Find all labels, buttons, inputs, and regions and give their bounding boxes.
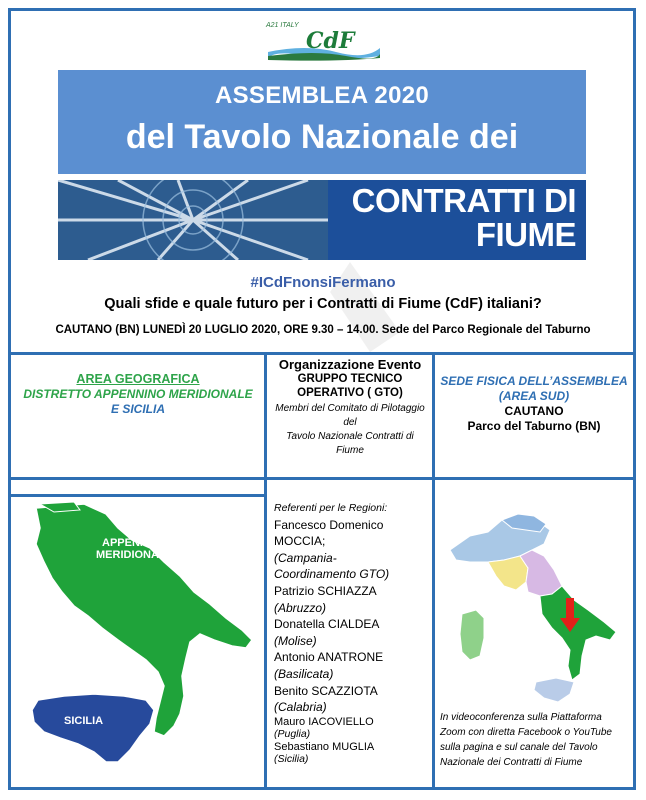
org-desc-line-1: Membri del Comitato di Pilotaggio xyxy=(275,403,425,414)
ref-2-region: (Abruzzo) xyxy=(274,600,327,615)
org-group-line-1: GRUPPO TECNICO xyxy=(297,373,403,385)
event-dateline: CAUTANO (BN) LUNEDÌ 20 LUGLIO 2020, ORE 9.30 – 14.00. Sede del Parco Regionale del Taburno xyxy=(55,324,591,336)
ref-5-region: (Calabria) xyxy=(274,700,327,715)
contratti-banner xyxy=(58,180,586,260)
ref-6-region: (Puglia) xyxy=(274,727,311,740)
ref-4-name: Antonio ANATRONE xyxy=(274,650,384,665)
ref-3-name: Donatella CIALDEA xyxy=(274,617,380,632)
divider-horizontal-left xyxy=(8,494,266,497)
logo-small-text: A21 ITALY xyxy=(266,22,299,29)
video-line-3: sulla pagina e sul canale del Tavolo xyxy=(440,742,598,753)
divider-vertical-right xyxy=(432,352,435,790)
structure-photo xyxy=(58,180,328,260)
video-line-4: Nazionale dei Contratti di Fiume xyxy=(440,757,583,768)
ref-3-region: (Molise) xyxy=(274,633,317,648)
ref-7-region: (Sicilia) xyxy=(274,752,309,765)
org-desc-line-2: del xyxy=(343,417,357,428)
divider-horizontal-top xyxy=(8,352,636,355)
divider-horizontal-mid xyxy=(8,477,636,480)
cdf-logo xyxy=(266,22,382,62)
area-title: AREA GEOGRAFICA xyxy=(76,372,200,386)
logo-mark: CdF xyxy=(306,28,355,54)
area-line-2: E SICILIA xyxy=(110,402,165,416)
org-title: Organizzazione Evento xyxy=(278,357,422,372)
title-box xyxy=(58,70,586,174)
banner-line-2: FIUME xyxy=(475,216,576,253)
sede-assemblea xyxy=(436,374,632,434)
ref-7-name: Sebastiano MUGLIA xyxy=(274,740,375,753)
referenti-list xyxy=(274,500,432,766)
video-line-1: In videoconferenza sulla Piattaforma xyxy=(440,712,602,723)
sede-park: Parco del Taburno (BN) xyxy=(467,419,601,433)
southern-italy-map xyxy=(14,500,262,786)
banner-line-1: CONTRATTI DI xyxy=(351,182,576,219)
map-label-appennino-2: MERIDIONALE xyxy=(96,549,173,561)
org-group-line-2: OPERATIVO ( GTO) xyxy=(297,387,403,399)
divider-vertical-left xyxy=(264,352,267,790)
ref-1-name-2: MOCCIA; xyxy=(274,534,326,549)
banner-title xyxy=(352,184,576,252)
ref-1-name-1: Fancesco Domenico xyxy=(274,517,384,532)
video-info xyxy=(440,710,632,770)
org-desc-line-3: Tavolo Nazionale Contratti di xyxy=(286,431,414,442)
title-line-1: ASSEMBLEA 2020 xyxy=(214,82,430,109)
org-description xyxy=(268,402,432,458)
referenti-label: Referenti per le Regioni: xyxy=(274,502,388,514)
ref-4-region: (Basilicata) xyxy=(274,666,334,681)
ref-5-name: Benito SCAZZIOTA xyxy=(274,683,378,698)
video-line-2: Zoom con diretta Facebook o YouTube xyxy=(440,727,612,738)
ref-6-name: Mauro IACOVIELLO xyxy=(274,715,374,728)
area-geografica xyxy=(14,372,262,417)
area-line-1: DISTRETTO APPENNINO MERIDIONALE xyxy=(23,387,253,401)
main-question: Quali sfide e quale futuro per i Contratti di Fiume (CdF) italiani? xyxy=(104,296,542,312)
sede-place: CAUTANO xyxy=(504,404,564,418)
ref-2-name: Patrizio SCHIAZZA xyxy=(274,583,377,598)
map-label-sicilia: SICILIA xyxy=(64,715,104,727)
ref-1-role-1: (Campania- xyxy=(274,550,337,565)
sede-title-line-2: (AREA SUD) xyxy=(498,389,570,403)
org-desc-line-4: Fiume xyxy=(336,445,364,456)
organizzazione-evento xyxy=(268,358,432,458)
map-label-appennino-1: APPENNINO xyxy=(102,537,168,549)
italy-districts-map xyxy=(440,510,630,706)
ref-1-role-2: Coordinamento GTO) xyxy=(274,567,390,582)
hashtag: #ICdFnonsiFermano xyxy=(250,274,396,291)
title-line-2: del Tavolo Nazionale dei xyxy=(125,118,519,156)
sede-title-line-1: SEDE FISICA DELL’ASSEMBLEA xyxy=(440,374,628,388)
